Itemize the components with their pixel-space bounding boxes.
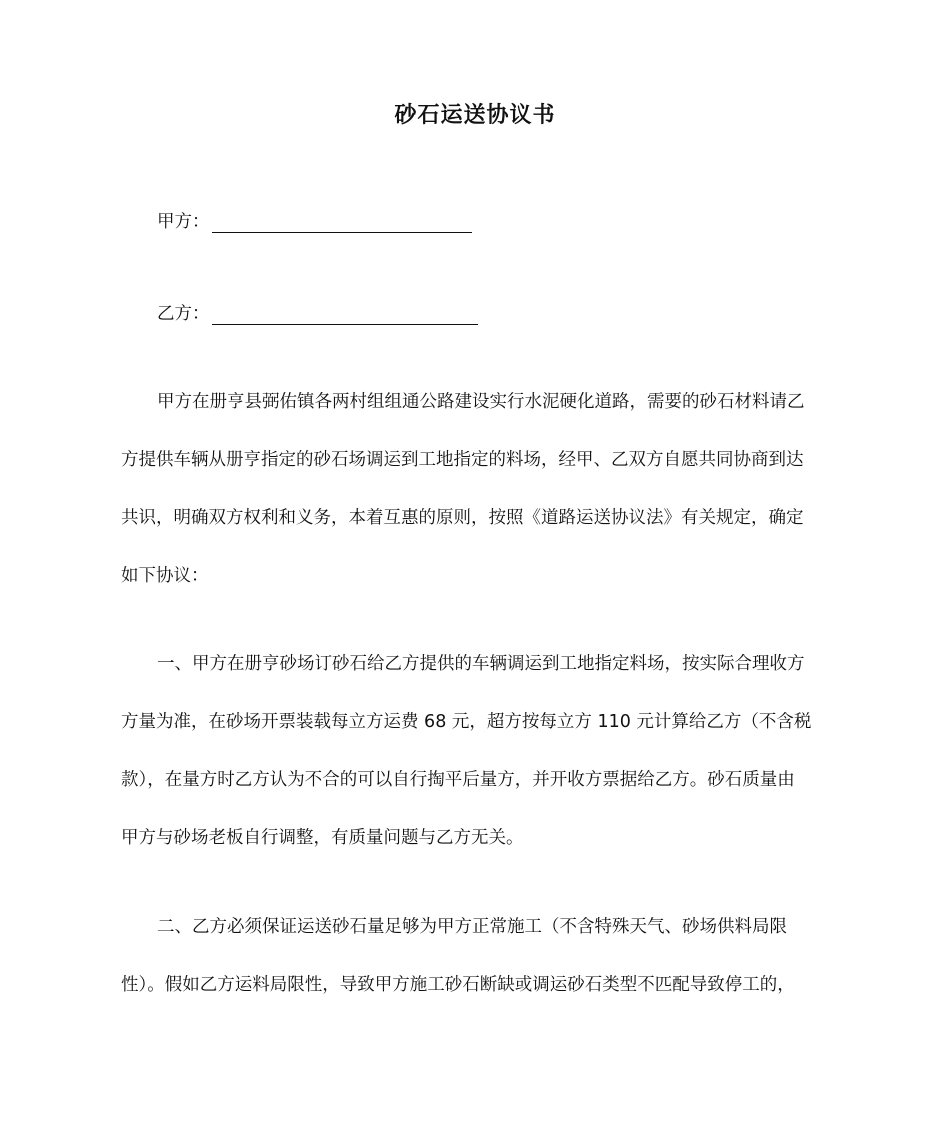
party-b-line <box>157 300 478 325</box>
paragraph-line: 如下协议： <box>121 566 209 586</box>
party-a-line <box>157 208 472 233</box>
party-b-label: 乙方： <box>157 304 210 324</box>
paragraph-line: 甲方在册亨县弼佑镇各两村组组通公路建设实行水泥硬化道路，需要的砂石材料请乙 <box>157 392 805 412</box>
paragraph-clause-2 <box>121 898 831 1014</box>
paragraph-line: 二、乙方必须保证运送砂石量足够为甲方正常施工（不含特殊天气、砂场供料局限 <box>157 917 787 937</box>
paragraph-line: 共识，明确双方权利和义务，本着互惠的原则，按照《道路运送协议法》有关规定，确定 <box>121 508 804 528</box>
paragraph-intro <box>121 373 831 605</box>
paragraph-line: 款），在量方时乙方认为不合的可以自行掏平后量方，并开收方票据给乙方。砂石质量由 <box>121 770 795 790</box>
party-a-blank <box>212 212 472 233</box>
document-title: 砂石运送协议书 <box>394 103 556 128</box>
paragraph-line: 方量为准，在砂场开票装载每立方运费 68 元，超方按每立方 110 元计算给乙方（不含税 <box>121 712 812 732</box>
paragraph-line: 方提供车辆从册亨指定的砂石场调运到工地指定的料场，经甲、乙双方自愿共同协商到达 <box>121 450 804 470</box>
party-b-blank <box>212 304 478 325</box>
paragraph-line: 性）。假如乙方运料局限性，导致甲方施工砂石断缺或调运砂石类型不匹配导致停工的， <box>121 975 795 995</box>
paragraph-line: 一、甲方在册亨砂场订砂石给乙方提供的车辆调运到工地指定料场，按实际合理收方 <box>157 654 805 674</box>
paragraph-clause-1 <box>121 635 831 867</box>
party-a-label: 甲方： <box>157 212 210 232</box>
paragraph-line: 甲方与砂场老板自行调整，有质量问题与乙方无关。 <box>121 828 524 848</box>
